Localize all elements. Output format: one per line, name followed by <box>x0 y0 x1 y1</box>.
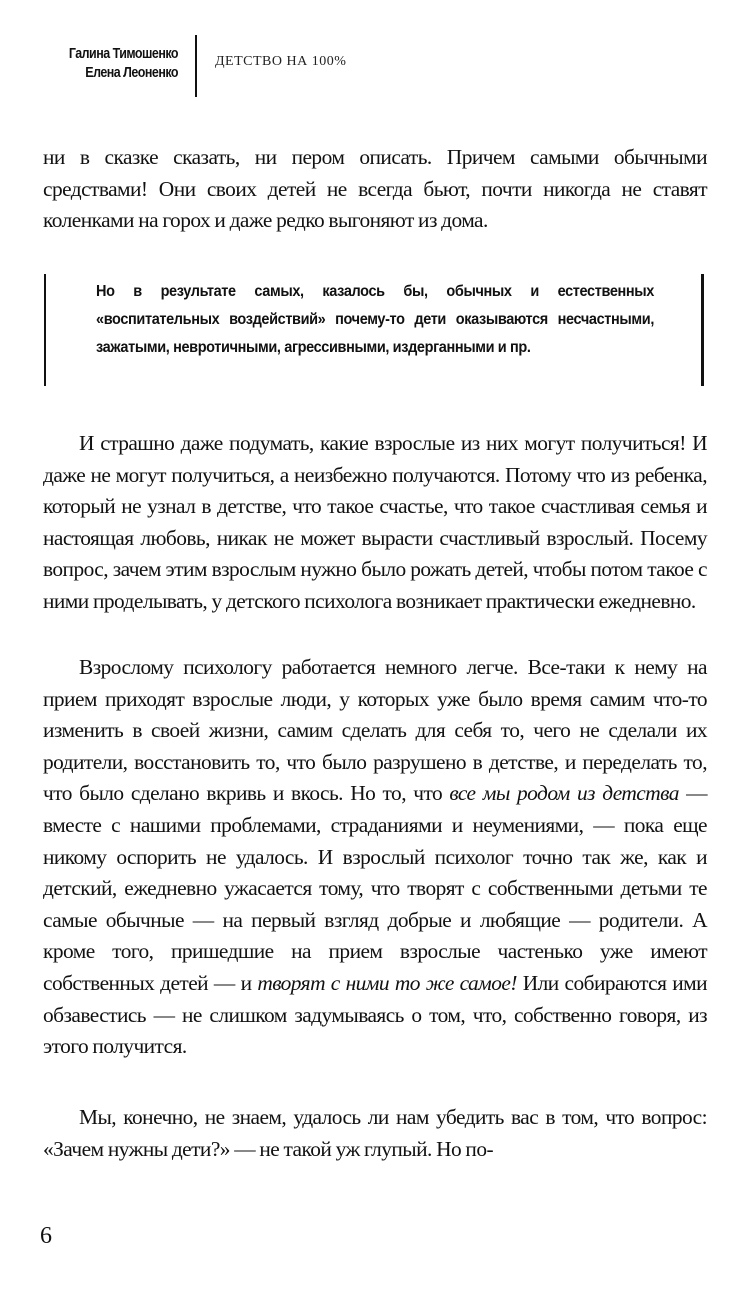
running-header <box>0 35 750 97</box>
header-divider <box>195 35 197 97</box>
paragraph-1 <box>43 428 707 618</box>
callout-box <box>44 274 704 386</box>
authors <box>42 45 178 83</box>
book-title: ДЕТСТВО НА 100% <box>215 54 347 69</box>
italic-phrase: творят с ними то же самое! <box>257 970 517 995</box>
text-run: Взрослому психологу работается немного легче. Все-таки к нему на прием приходят взрослые люди, у которых уже было время самим что-то изменить в своей жизни, самим сделать для себя то, чего не сделали их родители, восстановить то, что было разрушено в детстве, и переделать то, что было сделано вкривь и вкось. Но то, что <box>43 655 707 806</box>
page-number: 6 <box>40 1223 52 1249</box>
italic-phrase: все мы родом из детства <box>449 781 679 806</box>
paragraph-2 <box>43 652 707 1063</box>
paragraph-text: ни в сказке сказать, ни пером описать. Причем самыми обычными средствами! Они своих детей не всегда бьют, почти никогда не ставят коленками на горох и даже редко выгоняют из дома. <box>43 145 707 233</box>
paragraph-text: Мы, конечно, не знаем, удалось ли нам убедить вас в том, что вопрос: «Зачем нужны дети?» — не такой уж глупый. Но по- <box>43 1105 707 1161</box>
text-run: — вместе с нашими проблемами, страданиями и неумениями, — пока еще никому оспорить не удалось. И взрослый психолог точно так же, как и детский, ежедневно ужасается тому, что творят с собственными детьми те самые обычные — на первый взгляд добрые и любящие — родители. А кроме того, пришедшие на прием взрослые частенько уже имеют собственных детей — и <box>43 781 707 995</box>
paragraph-continued <box>43 142 707 237</box>
author-name: Галина Тимошенко <box>68 46 178 62</box>
paragraph-text <box>43 652 707 1063</box>
author-name: Елена Леоненко <box>85 65 178 81</box>
paragraph-text: И страшно даже подумать, какие взрослые из них могут получиться! И даже не могут получиться, а неизбежно получаются. Потому что из ребенка, который не узнал в детстве, что такое счастье, что такое счастливая семья и настоящая любовь, никак не может вырасти счастливый взрослый. Посему вопрос, зачем этим взрослым нужно было рожать детей, чтобы потом такое с ними проделывать, у детского психолога возникает практически ежедневно. <box>43 431 707 613</box>
paragraph-3 <box>43 1102 707 1165</box>
callout-text: Но в результате самых, казалось бы, обычных и естественных «воспитательных воздействий» почему-то дети оказываются несчастными, зажатыми, невротичными, агрессивными, издерганными и пр. <box>96 283 654 356</box>
text-run: Или собираются ими обзавестись — не слишком задумываясь о том, что, собственно говоря, из этого получится. <box>43 970 707 1059</box>
